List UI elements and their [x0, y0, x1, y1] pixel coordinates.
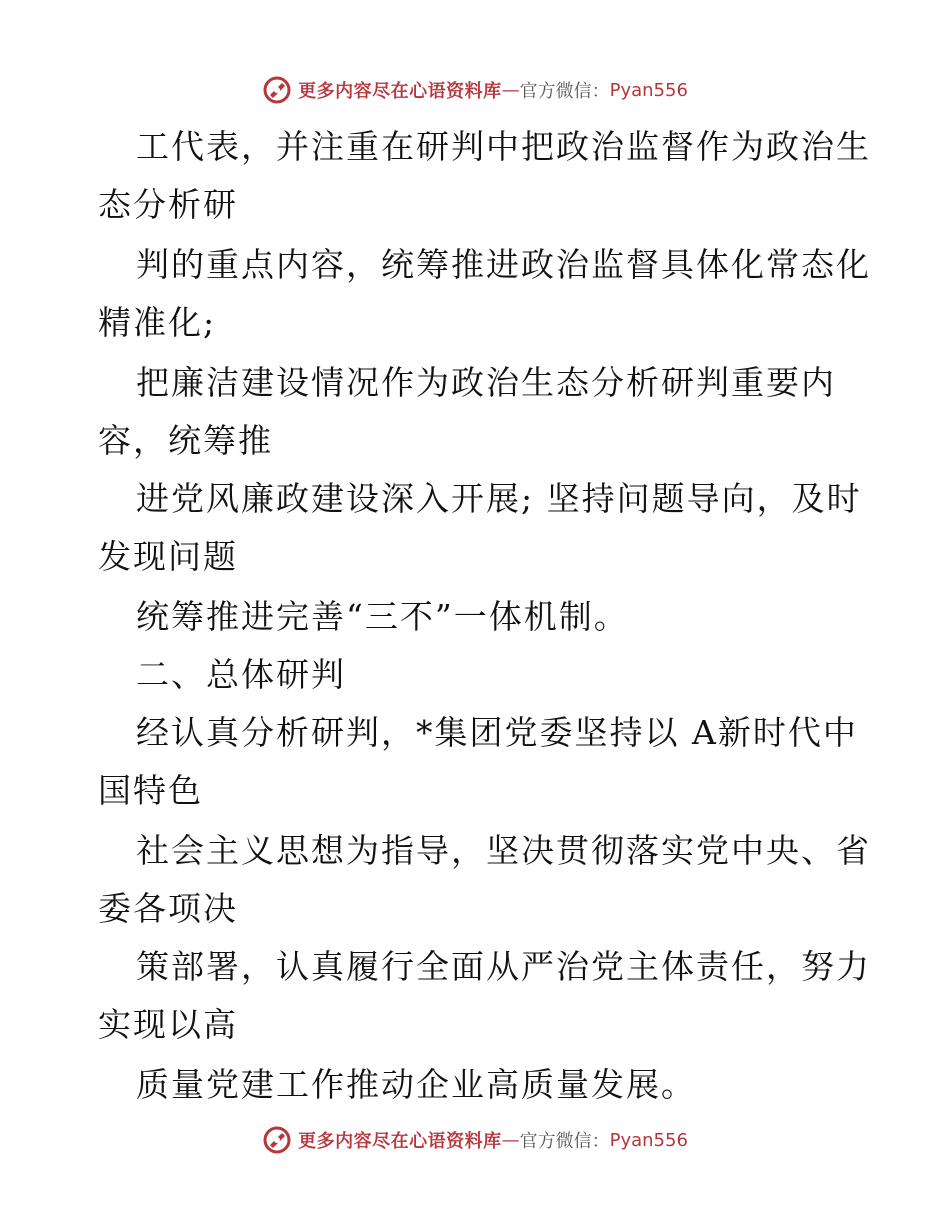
swirl-pen-logo-icon	[262, 1125, 292, 1155]
text-line: 发现问题	[98, 537, 238, 576]
text-line: 判的重点内容，统筹推进政治监督具体化常态化	[136, 245, 871, 284]
text-line: 态分析研	[98, 185, 238, 224]
banner-main-text: 更多内容尽在心语资料库	[298, 1131, 502, 1152]
text-line: 把廉洁建设情况作为政治生态分析研判重要内	[136, 363, 836, 402]
banner-contact-label: 官方微信：	[519, 1131, 610, 1152]
text-line: 国特色	[98, 771, 203, 810]
banner-dash: —	[501, 79, 520, 101]
text-line: 精准化;	[98, 303, 217, 342]
text-line: 质量党建工作推动企业高质量发展。	[136, 1065, 696, 1104]
text-line: 实现以高	[98, 1005, 238, 1044]
text-line: 策部署，认真履行全面从严治党主体责任，努力	[136, 947, 871, 986]
text-line: 工代表，并注重在研判中把政治监督作为政治生	[136, 127, 871, 166]
banner-dash: —	[501, 1129, 520, 1151]
banner-contact-id: Pyan556	[609, 79, 688, 101]
section-heading: 二、总体研判	[136, 655, 346, 694]
text-line: 社会主义思想为指导，坚决贯彻落实党中央、省	[136, 831, 871, 870]
text-line: 委各项决	[98, 889, 238, 928]
header-watermark-banner	[0, 72, 950, 108]
text-line: 容，统筹推	[98, 421, 273, 460]
banner-contact-label: 官方微信：	[519, 81, 610, 102]
banner-main-text: 更多内容尽在心语资料库	[298, 81, 502, 102]
footer-watermark-banner	[0, 1122, 950, 1158]
swirl-pen-logo-icon	[262, 75, 292, 105]
text-line: 进党风廉政建设深入开展; 坚持问题导向，及时	[136, 479, 862, 518]
banner-contact-id: Pyan556	[609, 1129, 688, 1151]
text-line: 统筹推进完善“三不”一体机制。	[136, 597, 629, 636]
text-line: 经认真分析研判，*集团党委坚持以 A新时代中	[136, 713, 858, 752]
